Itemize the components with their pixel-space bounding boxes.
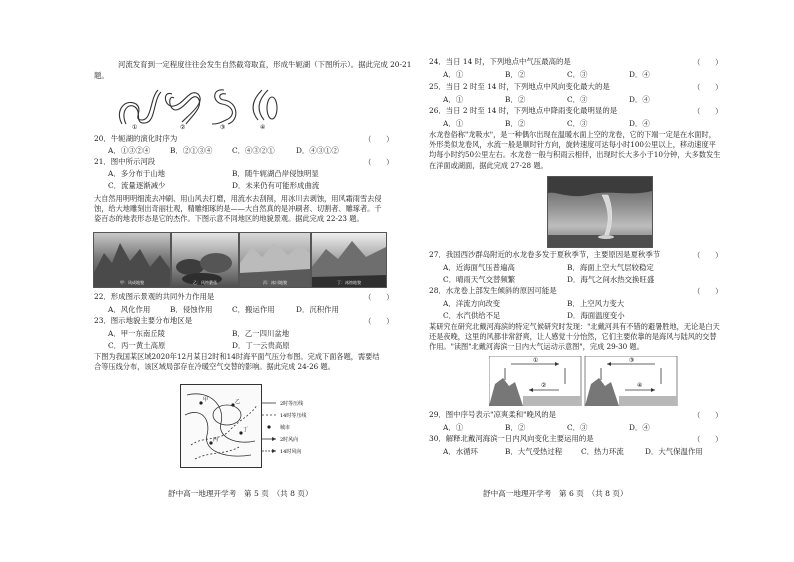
stage-label-1: ① — [132, 124, 138, 130]
question-26-option-d: D．④ — [629, 119, 650, 128]
question-25-answer-blank: （ ） — [693, 83, 723, 92]
meander-stage-3 — [212, 90, 236, 124]
question-27-option-c: C．晴雨天气交替频繁 — [443, 275, 516, 284]
question-30-answer-blank: （ ） — [693, 435, 723, 444]
question-25-stem: 25．当日 2 时至 14 时，下列地点中风向变化最大的是 — [429, 82, 610, 91]
question-29-option-b: B．② — [505, 423, 526, 432]
photo-jia — [93, 232, 171, 288]
question-21-stem: 21．图中所示河段 — [94, 157, 156, 166]
intro-oxbow-line1: 河流发育到一定程度往往会发生自然截弯取直，形成牛轭湖（下图所示）。据此完成 20-21 — [118, 60, 412, 69]
question-28-option-a: A．洋流方向改变 — [443, 299, 501, 308]
question-24-option-c: C．③ — [567, 70, 588, 79]
question-26-option-a: A．① — [443, 119, 464, 128]
page-footer-6: 舒中高一地理开学考 第 6 页 （共 8 页） — [483, 489, 628, 498]
legend-14h-wind: 14时风向 — [280, 449, 302, 455]
intro-pressure-map: 下图为我国某区域2020年12月某日2时和14时海平面气压分布图。完成下面各题，需要结合等压线分布，该区域局部存在冷暖空气交替的影响。据此完成 24-26 题。 — [94, 352, 380, 372]
photo-caption-bing: 丙：冰川地貌 — [263, 280, 287, 285]
stage-label-4: ④ — [260, 124, 266, 130]
photo-yi — [171, 232, 239, 288]
question-29-stem: 29．图中序号表示"凉爽柔和"晚风的是 — [429, 410, 557, 419]
stage-label-2: ② — [180, 124, 186, 130]
question-27-option-a: A．近海面气压普遍高 — [443, 263, 515, 272]
question-20-answer-blank: （ ） — [364, 135, 394, 144]
question-29-option-a: A．① — [443, 423, 464, 432]
question-28-option-b: B．上空风力变大 — [567, 299, 625, 308]
question-27-stem: 27．我国西沙群岛附近的水龙卷多发于夏秋季节，主要原因是夏秋季节 — [429, 250, 661, 259]
question-25-option-b: B．② — [505, 95, 526, 104]
question-22-option-a: A．风化作用 — [108, 305, 151, 314]
question-22-option-b: B．侵蚀作用 — [170, 305, 213, 314]
question-22-answer-blank: （ ） — [364, 293, 394, 302]
breeze-label-2: ② — [541, 382, 547, 389]
question-22-option-d: D．沉积作用 — [296, 305, 339, 314]
question-23-option-d: D．丁一云贵高原 — [232, 341, 290, 350]
question-25-option-c: C．③ — [567, 95, 588, 104]
question-23-option-c: C．丙一黄土高原 — [108, 341, 166, 350]
photo-bing — [239, 232, 311, 288]
question-24-option-b: B．② — [505, 70, 526, 79]
pressure-map — [180, 384, 262, 468]
question-27-option-b: B．海面上空大气层较稳定 — [567, 263, 654, 272]
question-29-option-d: D．④ — [629, 423, 650, 432]
intro-landforms: 大自然用明明细流去冲刷、用山风去打磨，用流水去刮削，用冰川去剥蚀，用风霜雨雪去侵蚀，给大地雕刻出奇丽壮观，精雕细琢的是——大自然真的是冲刷者、切割者、雕琢者。千姿百态的地表形态是它的杰作。下图示意不同地区的地貌景观。据此完成 22-23 题。 — [94, 194, 382, 224]
question-28-option-d: D．海面温度变小 — [567, 311, 625, 320]
question-24-stem: 24．当日 14 时，下列地点中气压最高的是 — [429, 57, 571, 66]
legend-14h-isobar: 14时等压线 — [280, 413, 307, 419]
question-27-answer-blank: （ ） — [693, 251, 723, 260]
photo-caption-ding: 丁：冰蚀地貌 — [337, 280, 361, 285]
photo-caption-yi: 乙：风蚀蘑菇 — [193, 280, 217, 285]
stage-label-3: ③ — [220, 124, 226, 130]
question-21-option-b: B．随牛轭湖凸岸侵蚀明显 — [232, 169, 319, 178]
question-26-option-b: B．② — [505, 119, 526, 128]
exam-page-6 — [397, 0, 794, 562]
question-30-option-a: A．水循环 — [443, 447, 478, 456]
photo-ding — [311, 232, 387, 288]
breeze-panel-left — [489, 356, 581, 406]
question-24-answer-blank: （ ） — [693, 58, 723, 67]
question-20-option-b: B．②①③④ — [170, 146, 213, 155]
question-30-option-d: D．大气保温作用 — [645, 447, 703, 456]
question-25-option-d: D．④ — [629, 95, 650, 104]
question-28-answer-blank: （ ） — [693, 287, 723, 296]
intro-waterspout: 水龙卷俗称"龙吸水"，是一种偶尔出现在温暖水面上空的龙卷，它的下端一定是在水面时，外形类似龙卷风，水流一般是顺时针方向，旋转速度可达每小时100公里以上，移动速度平均每小时约50公里左右。水龙卷一般与积雨云相伴，出现时长大多小于10分钟，大多数发生在洋面或湖面，据此完成 27-28 题。 — [429, 130, 721, 170]
legend-2h-wind: 2时风向 — [280, 437, 299, 443]
sea-land-breeze-diagram — [489, 356, 679, 406]
question-22-option-c: C．搬运作用 — [232, 305, 275, 314]
question-23-answer-blank: （ ） — [364, 317, 394, 326]
question-26-stem: 26．当日 2 时至 14 时，下列地点中降雨变化最明显的是 — [429, 106, 618, 115]
question-30-option-b: B．大气受热过程 — [505, 447, 563, 456]
meander-stage-1 — [119, 90, 161, 124]
breeze-label-1: ① — [533, 357, 539, 364]
map-city-ding: 丁 — [243, 427, 249, 433]
meander-stage-2 — [165, 93, 200, 124]
question-26-option-c: C．③ — [567, 119, 588, 128]
question-28-option-c: C．水汽供给不足 — [443, 311, 501, 320]
question-22-stem: 22．形成图示景观的共同外力作用是 — [94, 292, 215, 301]
intro-oxbow-line2: 题。 — [94, 71, 109, 80]
oxbow-stages-figure — [112, 80, 312, 130]
question-29-option-c: C．③ — [567, 423, 588, 432]
question-27-option-d: D．海气之间水热交换旺盛 — [567, 275, 655, 284]
question-20-option-a: A．①③②④ — [108, 146, 151, 155]
waterspout-photo — [547, 176, 653, 248]
question-23-option-a: A．甲一东南丘陵 — [108, 329, 166, 338]
question-25-option-a: A．① — [443, 95, 464, 104]
breeze-panel-right — [585, 356, 677, 406]
intro-beidaihe: 某研究在研究北戴河海滨的特定气候研究时发现："北戴河具有不错的避暑胜地，无论是白天还是夜晚，这里的风都非常舒爽，让人感觉十分怡然，它们主要依靠的是海风与陆风的交替作用。"读图"北戴河海滨一日内大气运动示意图"，完成 29-30 题。 — [429, 322, 720, 352]
meander-stage-4 — [253, 90, 277, 120]
question-26-answer-blank: （ ） — [693, 107, 723, 116]
question-21-option-c: C．流量逐渐减少 — [108, 181, 166, 190]
page-footer-5: 舒中高一地理开学考 第 5 页 （共 8 页） — [168, 489, 313, 498]
question-21-option-d: D．未来仍有可能形成曲流 — [232, 181, 320, 190]
question-20-option-c: C．④③②① — [232, 146, 275, 155]
question-24-option-a: A．① — [443, 70, 464, 79]
question-30-stem: 30．解释北戴河海滨一日内风向变化主要运用的是 — [429, 434, 594, 443]
legend-2h-isobar: 2时等压线 — [280, 401, 304, 407]
legend-city: 城市 — [280, 425, 291, 431]
breeze-label-4: ④ — [637, 382, 643, 389]
map-city-jia: 甲 — [203, 397, 209, 403]
question-28-stem: 28．水龙卷上部发生倾斜的原因可能是 — [429, 286, 557, 295]
question-23-option-b: B．乙一四川盆地 — [232, 329, 290, 338]
question-21-option-a: A．多分布于山地 — [108, 169, 166, 178]
breeze-label-3: ③ — [629, 357, 635, 364]
question-24-option-d: D．④ — [629, 70, 650, 79]
question-20-stem: 20．牛轭湖的演化时序为 — [94, 134, 178, 143]
photo-caption-jia: 甲：风成地貌 — [120, 280, 144, 285]
map-city-bing: 丙 — [213, 437, 219, 443]
question-29-answer-blank: （ ） — [693, 411, 723, 420]
pressure-map-legend — [262, 398, 352, 468]
question-20-option-d: D．④③①② — [296, 146, 339, 155]
question-30-option-c: C．热力环流 — [581, 447, 624, 456]
map-city-yi: 乙 — [235, 399, 241, 405]
question-21-answer-blank: （ ） — [364, 158, 394, 167]
question-23-stem: 23．图示地貌主要分布地区是 — [94, 316, 193, 325]
